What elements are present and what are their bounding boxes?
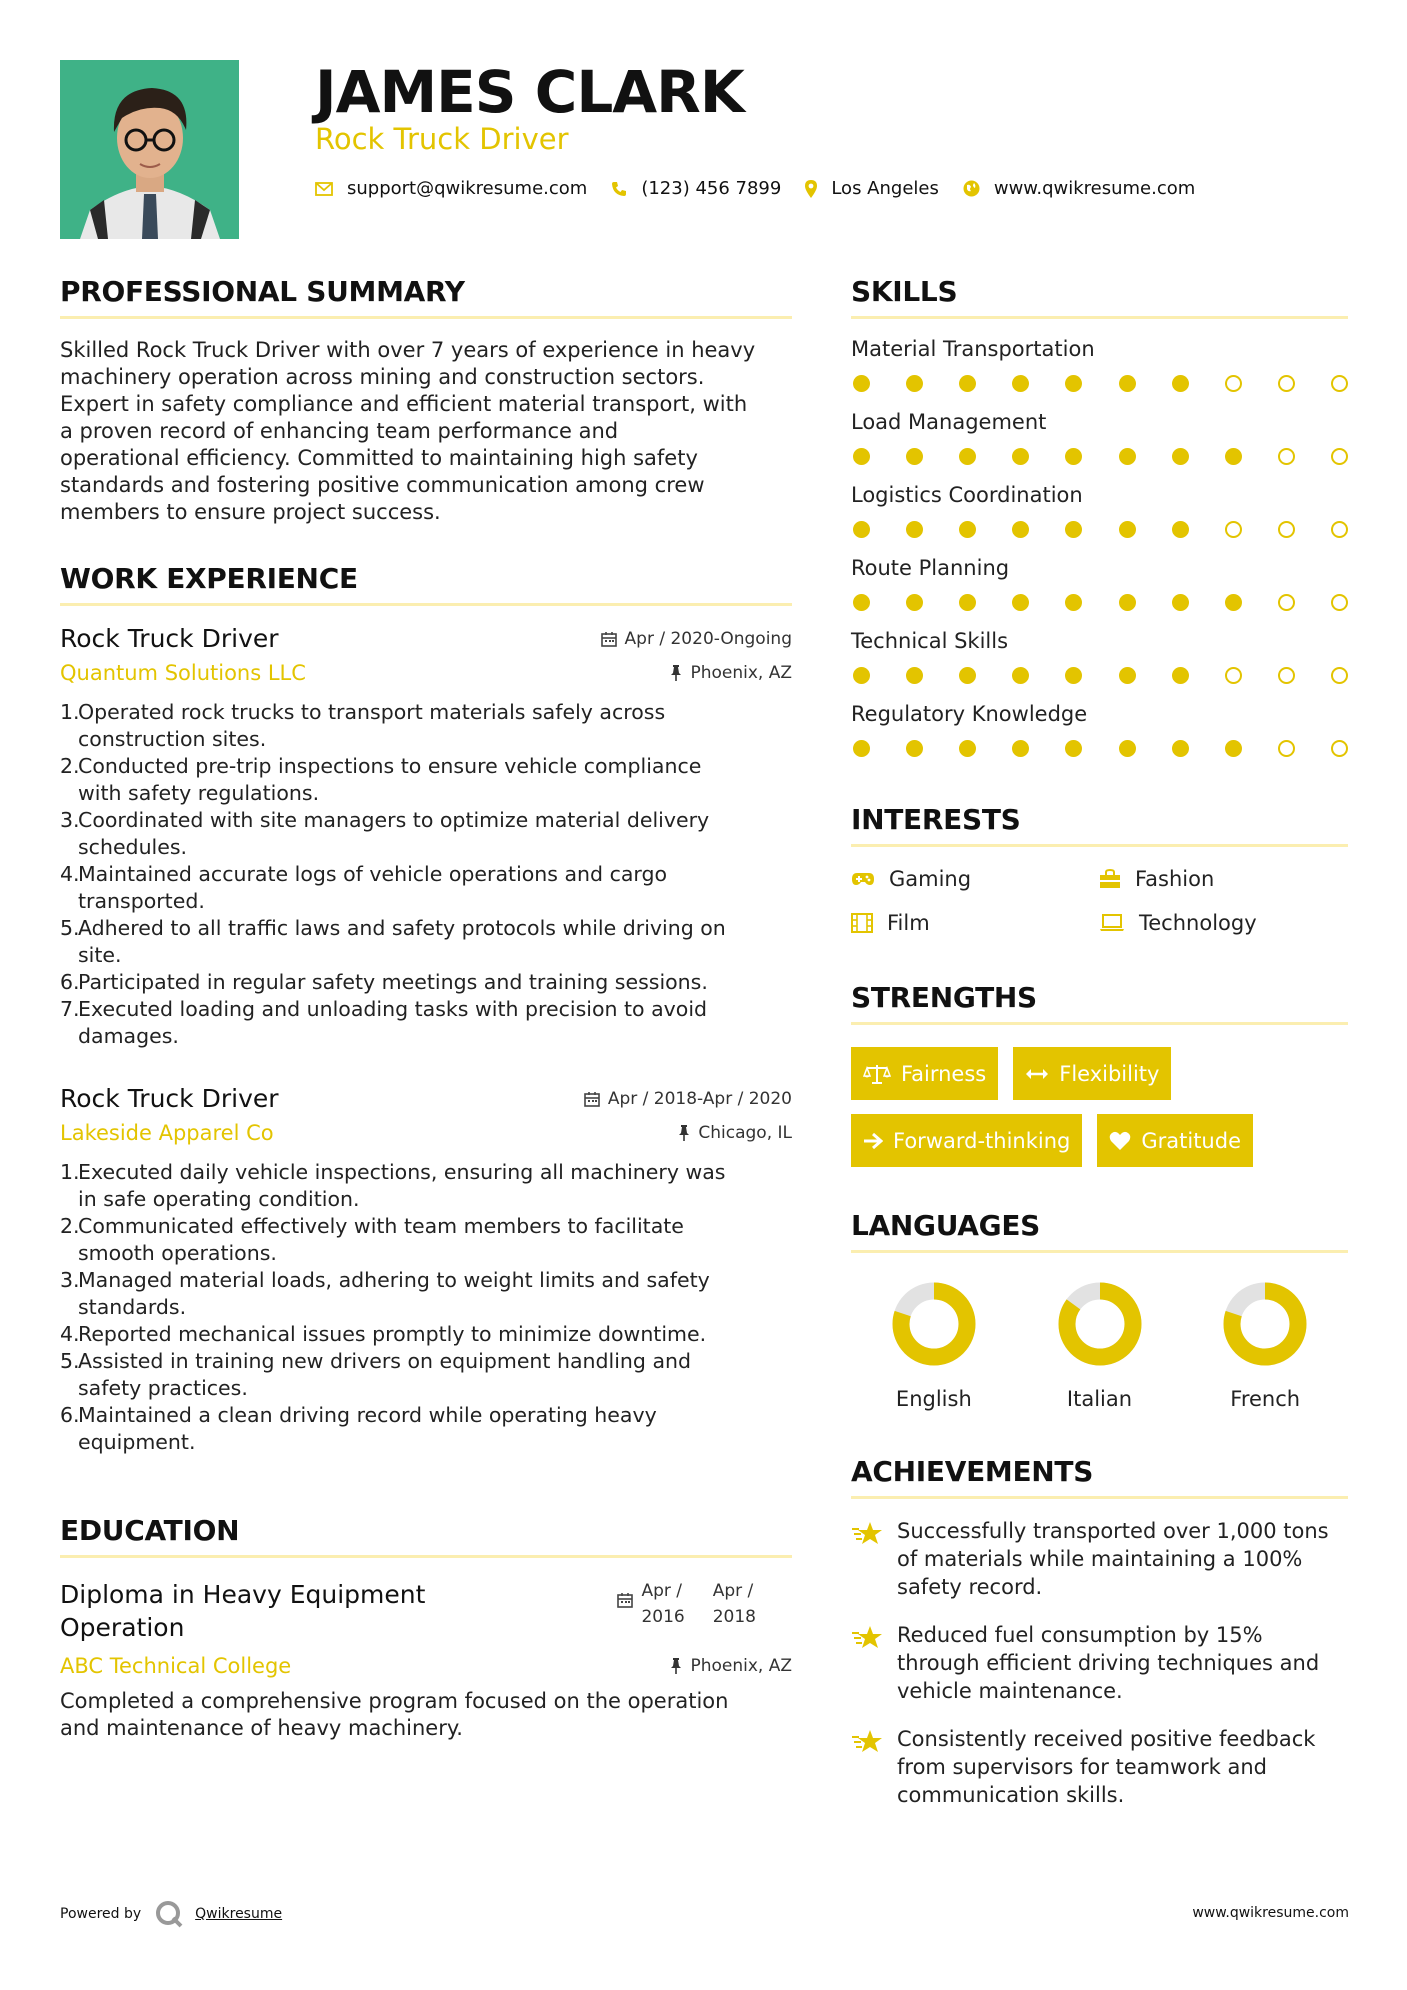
rating-dot-filled	[853, 521, 870, 538]
contact-website-text: www.qwikresume.com	[993, 178, 1196, 199]
list-item: 2. Conducted pre-trip inspections to ensure vehicle compliance with safety regulations.	[60, 754, 702, 805]
rating-dot-filled	[1119, 448, 1136, 465]
strength-label: Forward-thinking	[893, 1128, 1071, 1153]
contact-phone-text: (123) 456 7899	[641, 178, 782, 199]
skill-name: Technical Skills	[851, 629, 1009, 653]
language-item	[1017, 1281, 1183, 1411]
contact-location	[805, 178, 939, 199]
job-bullets	[60, 699, 792, 1050]
rating-dot-filled	[959, 448, 976, 465]
calendar-icon	[617, 1592, 633, 1608]
rating-dot-filled	[853, 667, 870, 684]
rating-dot-empty	[1278, 521, 1295, 538]
achievement-item: Consistently received positive feedback from supervisors for teamwork and communication skills.	[851, 1725, 1348, 1809]
rating-dot-filled	[1119, 521, 1136, 538]
list-item: 4. Maintained accurate logs of vehicle operations and cargo transported.	[60, 862, 668, 913]
education-heading: EDUCATION	[60, 1514, 792, 1558]
rating-dot-empty	[1225, 375, 1242, 392]
rating-dot-filled	[906, 667, 923, 684]
rating-dot-filled	[1172, 594, 1189, 611]
contact-location-text: Los Angeles	[831, 178, 939, 199]
rating-dot-empty	[1331, 667, 1348, 684]
rating-dot-empty	[1278, 594, 1295, 611]
rating-dot-filled	[1119, 740, 1136, 757]
pushpin-icon	[670, 665, 682, 681]
list-item: 3. Coordinated with site managers to optimize material delivery schedules.	[60, 808, 710, 859]
rating-dot-filled	[853, 448, 870, 465]
qwikresume-logo-icon	[155, 1900, 183, 1928]
rating-dot-empty	[1278, 667, 1295, 684]
rating-dot-filled	[1172, 740, 1189, 757]
rating-dot-empty	[1278, 740, 1295, 757]
interests-list	[851, 867, 1348, 935]
strengths-heading: STRENGTHS	[851, 981, 1348, 1025]
skills-heading: SKILLS	[851, 275, 1348, 319]
language-item	[1182, 1281, 1348, 1411]
summary-line: standards and fostering positive communication among crew	[60, 473, 705, 497]
interest-item	[851, 911, 1099, 935]
list-item: 7. Executed loading and unloading tasks with precision to avoid damages.	[60, 997, 708, 1048]
star-badge-icon	[851, 1625, 883, 1649]
job-location-text: Phoenix, AZ	[690, 663, 792, 683]
language-proficiency-donut	[891, 1281, 977, 1367]
rating-dot-filled	[1012, 740, 1029, 757]
skill-name: Route Planning	[851, 556, 1010, 580]
skill-rating	[851, 740, 1348, 757]
summary-line: a proven record of enhancing team performance and	[60, 419, 619, 443]
skill-rating	[851, 521, 1348, 538]
rating-dot-filled	[906, 448, 923, 465]
achievements-list	[851, 1517, 1348, 1809]
rating-dot-filled	[853, 375, 870, 392]
education-location-text: Phoenix, AZ	[690, 1656, 792, 1676]
rating-dot-empty	[1225, 521, 1242, 538]
contact-bar	[315, 178, 1219, 199]
degree-title: Diploma in Heavy Equipment Operation	[60, 1580, 426, 1642]
rating-dot-empty	[1278, 375, 1295, 392]
list-item: 6. Participated in regular safety meetings and training sessions.	[60, 970, 708, 994]
language-proficiency-donut	[1222, 1281, 1308, 1367]
skill-item	[851, 629, 1348, 684]
skill-name: Material Transportation	[851, 337, 1095, 361]
skill-rating	[851, 594, 1348, 611]
language-name: Italian	[1066, 1387, 1133, 1411]
experience-heading: WORK EXPERIENCE	[60, 562, 792, 606]
strength-label: Flexibility	[1059, 1061, 1160, 1086]
skill-rating	[851, 448, 1348, 465]
interest-label: Fashion	[1135, 867, 1215, 891]
list-item: 2. Communicated effectively with team members to facilitate smooth operations.	[60, 1214, 684, 1265]
rating-dot-filled	[1225, 594, 1242, 611]
calendar-icon	[584, 1091, 600, 1107]
languages-heading: LANGUAGES	[851, 1209, 1348, 1253]
language-name: French	[1230, 1387, 1301, 1411]
contact-website[interactable]	[963, 178, 1195, 199]
list-item: 4. Reported mechanical issues promptly to minimize downtime.	[60, 1322, 707, 1346]
rating-dot-filled	[1225, 448, 1242, 465]
bag-icon	[1099, 869, 1121, 889]
skill-item	[851, 702, 1348, 757]
rating-dot-empty	[1278, 448, 1295, 465]
contact-phone[interactable]	[611, 178, 781, 199]
company-name: Quantum Solutions LLC	[60, 661, 306, 685]
star-badge-icon	[851, 1521, 883, 1545]
candidate-role: Rock Truck Driver	[315, 122, 569, 156]
interest-label: Film	[887, 911, 930, 935]
rating-dot-filled	[906, 521, 923, 538]
rating-dot-filled	[1012, 375, 1029, 392]
skill-rating	[851, 667, 1348, 684]
rating-dot-empty	[1331, 448, 1348, 465]
rating-dot-filled	[906, 375, 923, 392]
rating-dot-empty	[1331, 594, 1348, 611]
summary-line: Expert in safety compliance and efficient material transport, with	[60, 392, 748, 416]
skill-name: Load Management	[851, 410, 1047, 434]
strength-label: Gratitude	[1141, 1128, 1241, 1153]
rating-dot-filled	[853, 594, 870, 611]
heart-icon	[1109, 1131, 1131, 1151]
rating-dot-filled	[959, 594, 976, 611]
strength-label: Fairness	[901, 1061, 987, 1086]
summary-line: Skilled Rock Truck Driver with over 7 years of experience in heavy	[60, 338, 756, 362]
rating-dot-filled	[1065, 740, 1082, 757]
list-item: 6. Maintained a clean driving record while operating heavy equipment.	[60, 1403, 657, 1454]
pushpin-icon	[678, 1125, 690, 1141]
job-bullets	[60, 1159, 792, 1456]
globe-icon	[963, 180, 980, 197]
job-date	[584, 1089, 792, 1109]
rating-dot-filled	[1012, 667, 1029, 684]
job-location	[670, 663, 792, 683]
rating-dot-filled	[1172, 375, 1189, 392]
arrows-horizontal-icon	[1025, 1067, 1049, 1081]
gamepad-icon	[851, 872, 875, 886]
arrow-right-icon	[863, 1132, 883, 1150]
job-entry	[60, 1084, 792, 1456]
interest-item	[1099, 867, 1347, 891]
list-item: 5. Adhered to all traffic laws and safety protocols while driving on site.	[60, 916, 726, 967]
summary-line: members to ensure project success.	[60, 500, 441, 524]
rating-dot-filled	[1225, 740, 1242, 757]
strength-tag	[1013, 1047, 1171, 1100]
rating-dot-filled	[959, 667, 976, 684]
rating-dot-filled	[853, 740, 870, 757]
education-dates	[617, 1578, 792, 1630]
rating-dot-filled	[1172, 448, 1189, 465]
language-name: English	[895, 1387, 972, 1411]
language-proficiency-donut	[1057, 1281, 1143, 1367]
job-entry	[60, 624, 792, 1050]
skill-name: Logistics Coordination	[851, 483, 1083, 507]
rating-dot-filled	[1065, 521, 1082, 538]
laptop-icon	[1099, 914, 1125, 932]
pushpin-icon	[670, 1658, 682, 1674]
skills-list	[851, 337, 1348, 757]
map-marker-icon	[805, 180, 817, 198]
job-date-text: Apr / 2020-Ongoing	[624, 629, 792, 649]
skill-item	[851, 483, 1348, 538]
skill-item	[851, 337, 1348, 392]
achievement-item: Reduced fuel consumption by 15% through efficient driving techniques and vehicle maintenance.	[851, 1621, 1348, 1705]
achievement-item: Successfully transported over 1,000 tons of materials while maintaining a 100% safety record.	[851, 1517, 1348, 1601]
summary-line: operational efficiency. Committed to maintaining high safety	[60, 446, 698, 470]
summary-text	[60, 337, 792, 526]
interest-item	[851, 867, 1099, 891]
job-location	[678, 1123, 792, 1143]
strength-tag	[851, 1114, 1082, 1167]
list-item: 1. Operated rock trucks to transport materials safely across construction sites.	[60, 700, 666, 751]
rating-dot-filled	[906, 740, 923, 757]
rating-dot-filled	[1065, 375, 1082, 392]
school-name: ABC Technical College	[60, 1654, 292, 1678]
list-item: 5. Assisted in training new drivers on equipment handling and safety practices.	[60, 1349, 692, 1400]
envelope-icon	[315, 182, 333, 196]
education-end: Apr / 2018	[712, 1581, 756, 1627]
contact-email-text: support@qwikresume.com	[347, 178, 588, 199]
education-entry	[60, 1578, 792, 1742]
powered-by-text: Powered by	[60, 1906, 142, 1922]
job-location-text: Chicago, IL	[698, 1123, 792, 1143]
rating-dot-filled	[959, 521, 976, 538]
rating-dot-filled	[1065, 594, 1082, 611]
rating-dot-filled	[1119, 375, 1136, 392]
education-description: Completed a comprehensive program focused on the operation and maintenance of heavy machinery.	[60, 1689, 729, 1740]
qwikresume-link[interactable]: Qwikresume	[195, 1906, 283, 1922]
strength-tag	[851, 1047, 998, 1100]
languages-list	[851, 1281, 1348, 1411]
skill-rating	[851, 375, 1348, 392]
rating-dot-filled	[1119, 667, 1136, 684]
rating-dot-filled	[1012, 521, 1029, 538]
footer-powered-by	[60, 1900, 282, 1928]
rating-dot-filled	[906, 594, 923, 611]
strengths-list	[851, 1047, 1348, 1167]
rating-dot-filled	[959, 375, 976, 392]
skill-item	[851, 556, 1348, 611]
candidate-name: JAMES CLARK	[315, 58, 744, 126]
rating-dot-empty	[1225, 667, 1242, 684]
rating-dot-filled	[1065, 667, 1082, 684]
list-item: 1. Executed daily vehicle inspections, ensuring all machinery was in safe operating condition.	[60, 1160, 726, 1211]
rating-dot-filled	[1172, 667, 1189, 684]
job-date-text: Apr / 2018-Apr / 2020	[607, 1089, 792, 1109]
rating-dot-filled	[959, 740, 976, 757]
language-item	[851, 1281, 1017, 1411]
star-badge-icon	[851, 1729, 883, 1753]
film-icon	[851, 913, 873, 933]
achievements-heading: ACHIEVEMENTS	[851, 1455, 1348, 1499]
rating-dot-filled	[1012, 594, 1029, 611]
contact-email[interactable]	[315, 178, 587, 199]
summary-line: machinery operation across mining and construction sectors.	[60, 365, 705, 389]
interest-label: Gaming	[889, 867, 972, 891]
job-title: Rock Truck Driver	[60, 624, 279, 653]
interest-label: Technology	[1139, 911, 1257, 935]
profile-photo	[60, 60, 239, 239]
rating-dot-empty	[1331, 740, 1348, 757]
list-item: 3. Managed material loads, adhering to weight limits and safety standards.	[60, 1268, 710, 1319]
interest-item	[1099, 911, 1347, 935]
interests-heading: INTERESTS	[851, 803, 1348, 847]
left-column	[60, 275, 792, 1742]
strength-tag	[1097, 1114, 1253, 1167]
skill-name: Regulatory Knowledge	[851, 702, 1088, 726]
rating-dot-filled	[1012, 448, 1029, 465]
rating-dot-filled	[1065, 448, 1082, 465]
phone-icon	[611, 181, 627, 197]
balance-scale-icon	[863, 1063, 891, 1085]
job-date	[601, 629, 792, 649]
job-title: Rock Truck Driver	[60, 1084, 279, 1113]
education-location	[670, 1656, 792, 1676]
education-start: Apr / 2016	[641, 1581, 685, 1627]
company-name: Lakeside Apparel Co	[60, 1121, 274, 1145]
calendar-icon	[601, 631, 617, 647]
rating-dot-empty	[1331, 375, 1348, 392]
footer-site-link[interactable]: www.qwikresume.com	[1192, 1905, 1349, 1921]
summary-heading: PROFESSIONAL SUMMARY	[60, 275, 792, 319]
right-column	[851, 275, 1348, 1809]
rating-dot-filled	[1172, 521, 1189, 538]
rating-dot-filled	[1119, 594, 1136, 611]
rating-dot-empty	[1331, 521, 1348, 538]
skill-item	[851, 410, 1348, 465]
